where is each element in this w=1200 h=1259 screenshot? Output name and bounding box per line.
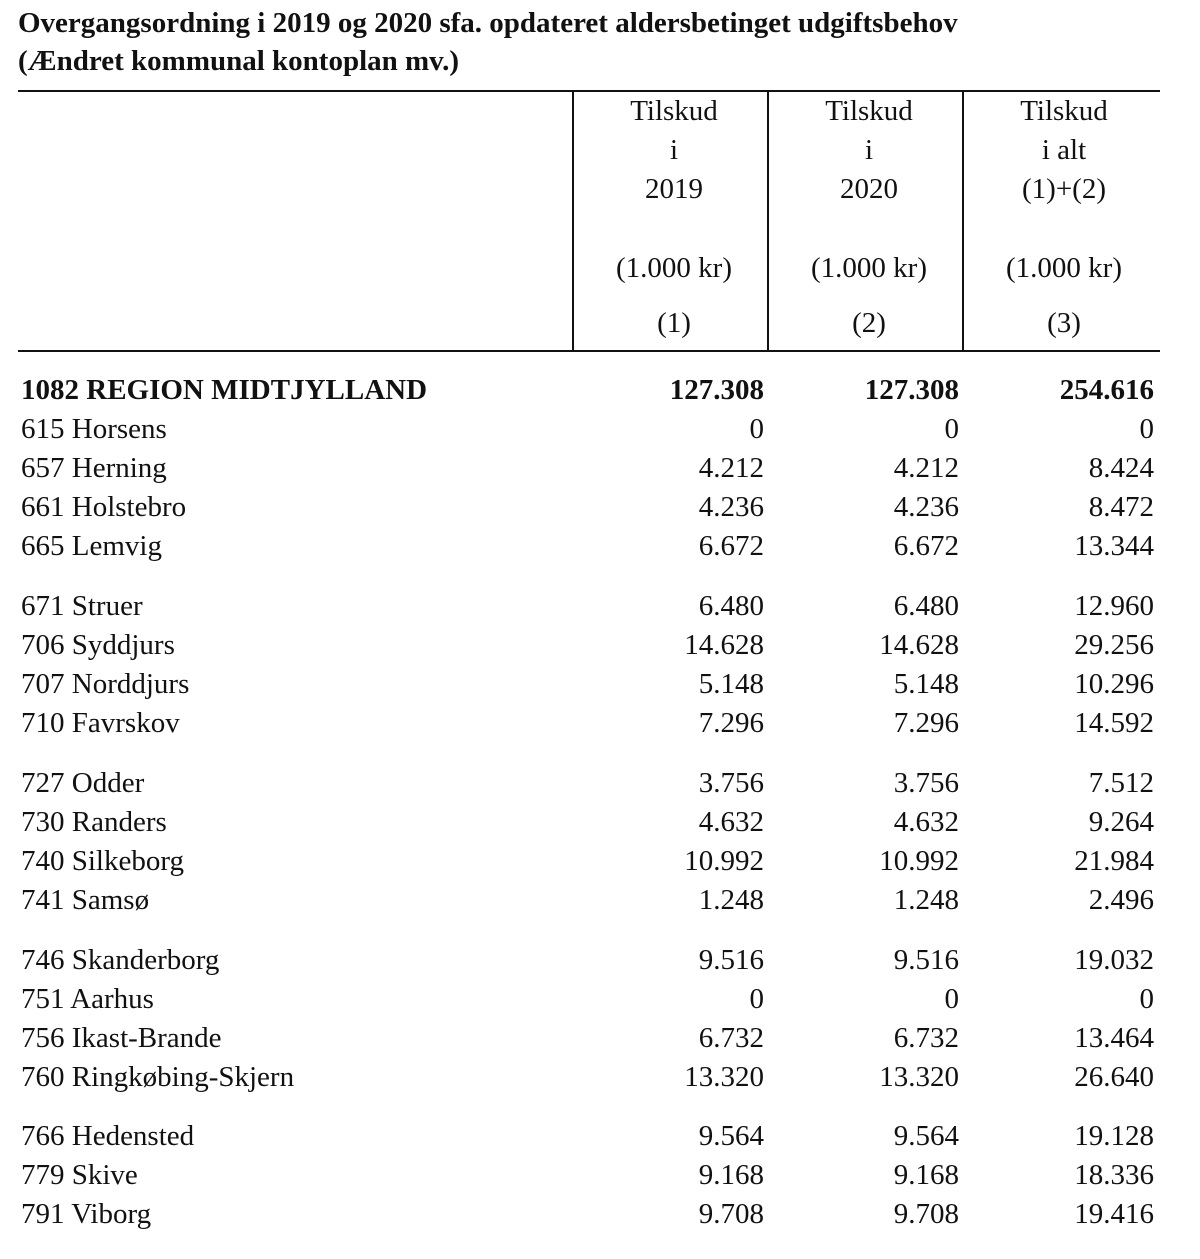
table-row	[18, 704, 1160, 743]
table-row	[18, 587, 1160, 626]
value-total: 0	[1139, 413, 1154, 445]
value-2019: 9.168	[698, 1159, 764, 1191]
value-total: 19.416	[1074, 1198, 1154, 1230]
column-header-2020	[772, 92, 966, 343]
municipality-name: 707 Norddjurs	[21, 668, 190, 700]
column-header-unit: (1.000 kr)	[811, 252, 927, 284]
value-total: 2.496	[1088, 884, 1154, 916]
region-value-total: 254.616	[1059, 374, 1154, 406]
municipality-name: 727 Odder	[21, 767, 145, 799]
value-total: 9.264	[1088, 806, 1154, 838]
value-total: 18.336	[1074, 1159, 1154, 1191]
table-row	[18, 449, 1160, 488]
column-header-total	[967, 92, 1161, 343]
column-header-line: 2020	[840, 173, 898, 205]
value-2019: 0	[749, 983, 764, 1015]
value-2019: 9.516	[698, 944, 764, 976]
value-2020: 4.236	[893, 491, 959, 523]
table-row	[18, 488, 1160, 527]
table-row	[18, 1058, 1160, 1097]
table-row	[18, 1156, 1160, 1195]
table-row	[18, 941, 1160, 980]
municipality-name: 766 Hedensted	[21, 1120, 195, 1152]
table-row	[18, 842, 1160, 881]
column-header-number: (3)	[1047, 307, 1081, 339]
value-2019: 9.708	[698, 1198, 764, 1230]
municipality-name: 779 Skive	[21, 1159, 138, 1191]
value-2019: 7.296	[698, 707, 764, 739]
value-2020: 6.672	[893, 530, 959, 562]
value-2019: 6.672	[698, 530, 764, 562]
value-total: 12.960	[1074, 590, 1154, 622]
column-header-line: i alt	[1041, 134, 1087, 166]
municipality-name: 756 Ikast-Brande	[21, 1022, 222, 1054]
value-2020: 9.516	[893, 944, 959, 976]
table-row	[18, 665, 1160, 704]
value-2019: 3.756	[698, 767, 764, 799]
region-value-2020: 127.308	[864, 374, 959, 406]
value-total: 13.464	[1074, 1022, 1154, 1054]
value-2020: 9.168	[893, 1159, 959, 1191]
value-total: 26.640	[1074, 1061, 1154, 1093]
table-row	[18, 527, 1160, 566]
municipality-name: 657 Herning	[21, 452, 167, 484]
column-header-2019	[577, 92, 771, 343]
value-2020: 10.992	[879, 845, 959, 877]
value-2019: 0	[749, 413, 764, 445]
value-2020: 0	[944, 413, 959, 445]
municipality-name: 751 Aarhus	[21, 983, 154, 1015]
header-bottom-rule	[18, 350, 1160, 352]
municipality-name: 740 Silkeborg	[21, 845, 184, 877]
value-2019: 4.632	[698, 806, 764, 838]
municipality-name: 661 Holstebro	[21, 491, 187, 523]
value-2019: 6.732	[698, 1022, 764, 1054]
municipality-name: 710 Favrskov	[21, 707, 180, 739]
table-row	[18, 1195, 1160, 1234]
value-total: 10.296	[1074, 668, 1154, 700]
column-header-number: (1)	[657, 307, 691, 339]
title-line-1: Overgangsordning i 2019 og 2020 sfa. opdateret aldersbetinget udgiftsbehov	[18, 7, 958, 39]
value-2019: 6.480	[698, 590, 764, 622]
value-2020: 14.628	[879, 629, 959, 661]
table-row	[18, 626, 1160, 665]
column-header-line: i	[864, 134, 874, 166]
column-header-line: Tilskud	[630, 95, 718, 127]
table-title	[18, 4, 958, 80]
value-total: 8.472	[1088, 491, 1154, 523]
column-header-line: Tilskud	[1020, 95, 1108, 127]
value-2020: 1.248	[893, 884, 959, 916]
value-2020: 0	[944, 983, 959, 1015]
value-total: 29.256	[1074, 629, 1154, 661]
column-header-unit: (1.000 kr)	[1006, 252, 1122, 284]
column-header-line: (1)+(2)	[1022, 173, 1106, 205]
column-header-unit: (1.000 kr)	[616, 252, 732, 284]
column-header-line: 2019	[645, 173, 703, 205]
value-2019: 9.564	[698, 1120, 764, 1152]
region-total-row	[18, 371, 1160, 410]
table-row	[18, 1019, 1160, 1058]
value-2019: 5.148	[698, 668, 764, 700]
municipality-name: 746 Skanderborg	[21, 944, 220, 976]
value-total: 0	[1139, 983, 1154, 1015]
value-2020: 3.756	[893, 767, 959, 799]
municipality-name: 671 Struer	[21, 590, 143, 622]
value-2019: 4.212	[698, 452, 764, 484]
value-2020: 9.564	[893, 1120, 959, 1152]
value-2019: 4.236	[698, 491, 764, 523]
value-total: 19.032	[1074, 944, 1154, 976]
value-2020: 7.296	[893, 707, 959, 739]
value-2019: 14.628	[684, 629, 764, 661]
value-2019: 1.248	[698, 884, 764, 916]
column-header-line: Tilskud	[825, 95, 913, 127]
value-2020: 6.480	[893, 590, 959, 622]
value-total: 21.984	[1074, 845, 1154, 877]
value-total: 7.512	[1088, 767, 1154, 799]
region-value-2019: 127.308	[669, 374, 764, 406]
value-2019: 13.320	[684, 1061, 764, 1093]
table-row	[18, 410, 1160, 449]
table-row	[18, 764, 1160, 803]
value-2020: 4.632	[893, 806, 959, 838]
value-2020: 9.708	[893, 1198, 959, 1230]
table-row	[18, 1117, 1160, 1156]
title-line-2: (Ændret kommunal kontoplan mv.)	[18, 45, 459, 77]
municipality-name: 615 Horsens	[21, 413, 167, 445]
value-total: 14.592	[1074, 707, 1154, 739]
column-header-line: i	[669, 134, 679, 166]
municipality-name: 730 Randers	[21, 806, 167, 838]
table-row	[18, 803, 1160, 842]
municipality-name: 741 Samsø	[21, 884, 150, 916]
table-row	[18, 881, 1160, 920]
municipality-name: 706 Syddjurs	[21, 629, 175, 661]
value-total: 19.128	[1074, 1120, 1154, 1152]
value-2020: 13.320	[879, 1061, 959, 1093]
value-2019: 10.992	[684, 845, 764, 877]
column-divider-1	[572, 91, 574, 351]
municipality-name: 791 Viborg	[21, 1198, 152, 1230]
value-total: 8.424	[1088, 452, 1154, 484]
column-header-number: (2)	[852, 307, 886, 339]
region-name: 1082 REGION MIDTJYLLAND	[21, 374, 428, 406]
table-row	[18, 980, 1160, 1019]
value-2020: 5.148	[893, 668, 959, 700]
value-2020: 4.212	[893, 452, 959, 484]
municipality-name: 665 Lemvig	[21, 530, 162, 562]
municipality-name: 760 Ringkøbing-Skjern	[21, 1061, 295, 1093]
value-total: 13.344	[1074, 530, 1154, 562]
value-2020: 6.732	[893, 1022, 959, 1054]
